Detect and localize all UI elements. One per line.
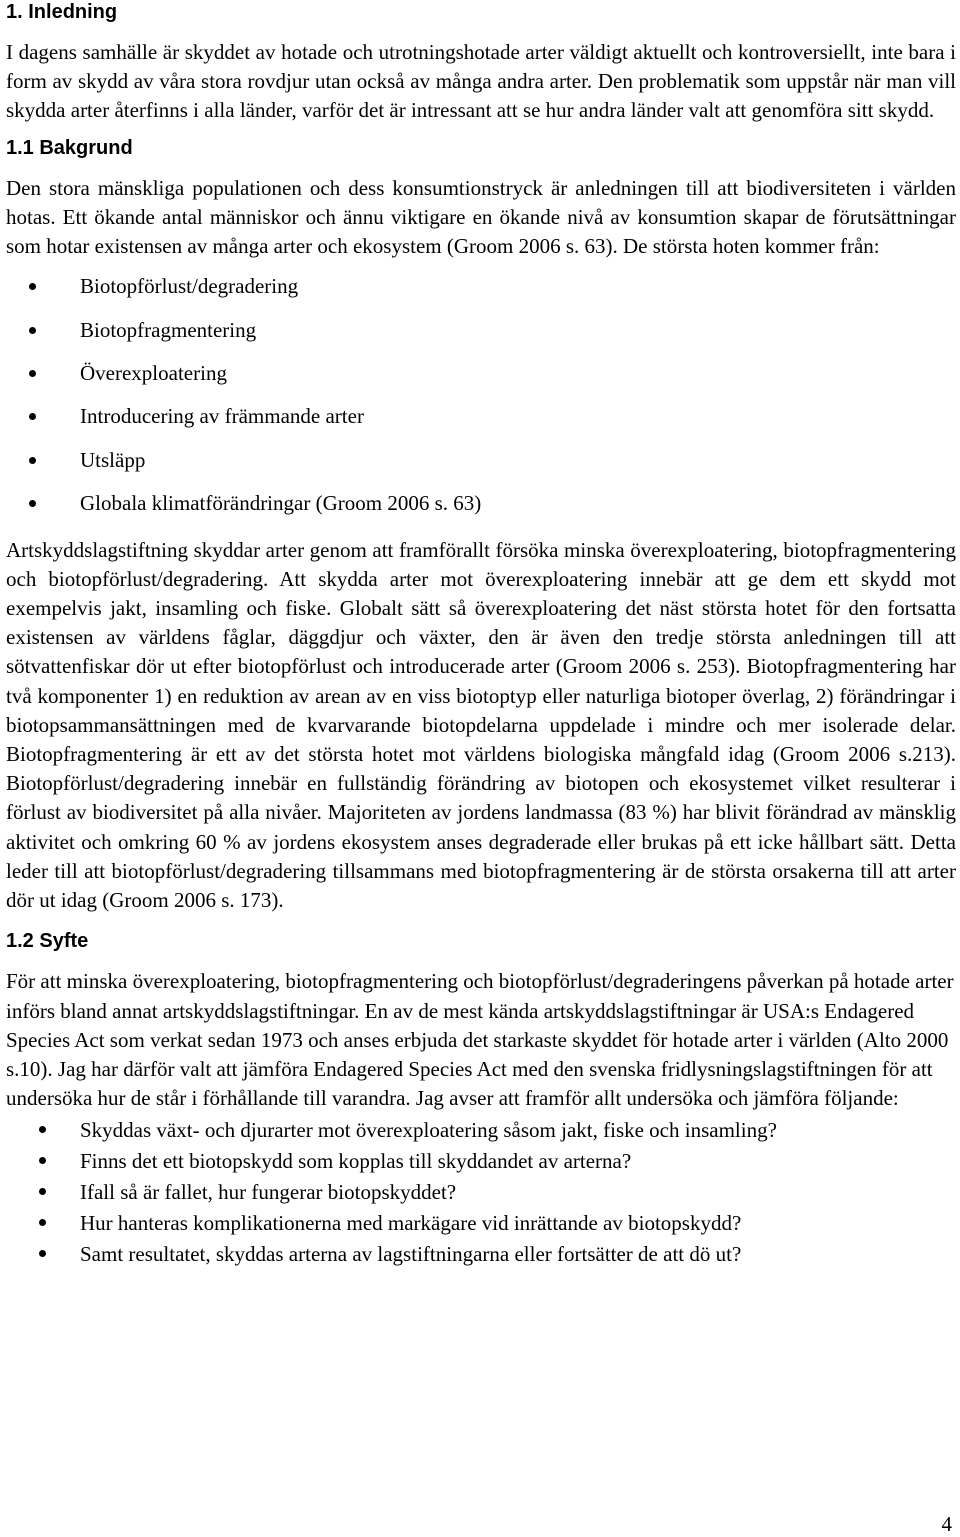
list-item: Biotopförlust/degradering xyxy=(6,265,956,308)
list-item: Utsläpp xyxy=(6,439,956,482)
threats-list xyxy=(6,265,956,525)
background-heading: 1.1 Bakgrund xyxy=(6,136,133,159)
list-item: Skyddas växt- och djurarter mot överexploatering såsom jakt, fiske och insamling? xyxy=(6,1115,956,1146)
list-item: Biotopfragmentering xyxy=(6,309,956,352)
list-item: Finns det ett biotopskydd som kopplas till skyddandet av arterna? xyxy=(6,1146,956,1177)
list-item: Överexploatering xyxy=(6,352,956,395)
purpose-heading: 1.2 Syfte xyxy=(6,930,89,953)
page-number: 4 xyxy=(941,1512,952,1536)
background-paragraph: Den stora mänskliga populationen och dess konsumtionstryck är anledningen till att biodiversiteten i världen hotas. Ett ökande antal människor och ännu viktigare en ökande nivå av konsumtion skapar de förutsättningar som hotar existensen av många arter och ekosystem (Groom 2006 s. 63). De största hoten kommer från: xyxy=(6,175,956,259)
list-item: Hur hanteras komplikationerna med markägare vid inrättande av biotopskydd? xyxy=(6,1208,956,1239)
purpose-paragraph: För att minska överexploatering, biotopfragmentering och biotopförlust/degraderingens påverkan på hotade arter införs bland annat artskyddslagstiftningar. En av de mest kända artskyddslagstiftningar är USA:s Endagered Species Act som verkat sedan 1973 och anses erbjuda det starkaste skyddet för hotade arter i världen (Alto 2000 s.10). Jag har därför valt att jämföra Endagered Species Act med den svenska fridlysningslagstiftningen för att undersöka hur de står i förhållande till varandra. Jag avser att framför allt undersöka och jämföra följande: xyxy=(6,969,954,1111)
list-item: Introducering av främmande arter xyxy=(6,395,956,438)
list-item: Samt resultatet, skyddas arterna av lagstiftningarna eller fortsätter de att dö ut? xyxy=(6,1239,956,1270)
intro-paragraph: I dagens samhälle är skyddet av hotade och utrotningshotade arter väldigt aktuellt och kontroversiellt, inte bara i form av skydd av våra stora rovdjur utan också av många andra arter. Den problematik som uppstår när man vill skydda arter återfinns i alla länder, varför det är intressant att se hur andra länder valt att genomföra sitt skydd. xyxy=(6,40,956,123)
document-page xyxy=(6,0,956,1270)
questions-list xyxy=(6,1115,956,1270)
list-item: Ifall så är fallet, hur fungerar biotopskyddet? xyxy=(6,1177,956,1208)
threats-paragraph: Artskyddslagstiftning skyddar arter genom att framförallt försöka minska överexploatering, biotopfragmentering och biotopförlust/degradering. Att skydda arter mot överexploatering innebär att ge dem ett skydd mot exempelvis jakt, insamling och fiske. Globalt sätt så överexploatering det näst största hotet för den fortsatta existensen av världens fåglar, däggdjur och växter, den är även den tredje största anledningen till att sötvattenfiskar dör ut efter biotopförlust och introducerade arter (Groom 2006 s. 253). Biotopfragmentering har två komponenter 1) en reduktion av arean av en viss biotoptyp eller naturliga biotoper överlag, 2) förändringar i biotopsammansättningen med de kvarvarande biotopdelarna uppdelade i mindre och mer isolerade delar. Biotopfragmentering är ett av det största hotet mot världens biologiska mångfald idag (Groom 2006 s.213). Biotopförlust/degradering innebär en fullständig förändring av biotopen och ekosystemet vilket resulterar i förlust av biodiversitet på alla nivåer. Majoriteten av jordens landmassa (83 %) har blivit förändrad av mänsklig aktivitet och omkring 60 % av jordens ekosystem anses degraderade eller brukas på ett icke hållbart sätt. Detta leder till att biotopförlust/degradering tillsammans med biotopfragmentering är de största orsakerna till att arter dör ut idag (Groom 2006 s. 173). xyxy=(6,537,956,913)
list-item: Globala klimatförändringar (Groom 2006 s. 63) xyxy=(6,482,956,525)
section-heading: 1. Inledning xyxy=(6,1,118,23)
